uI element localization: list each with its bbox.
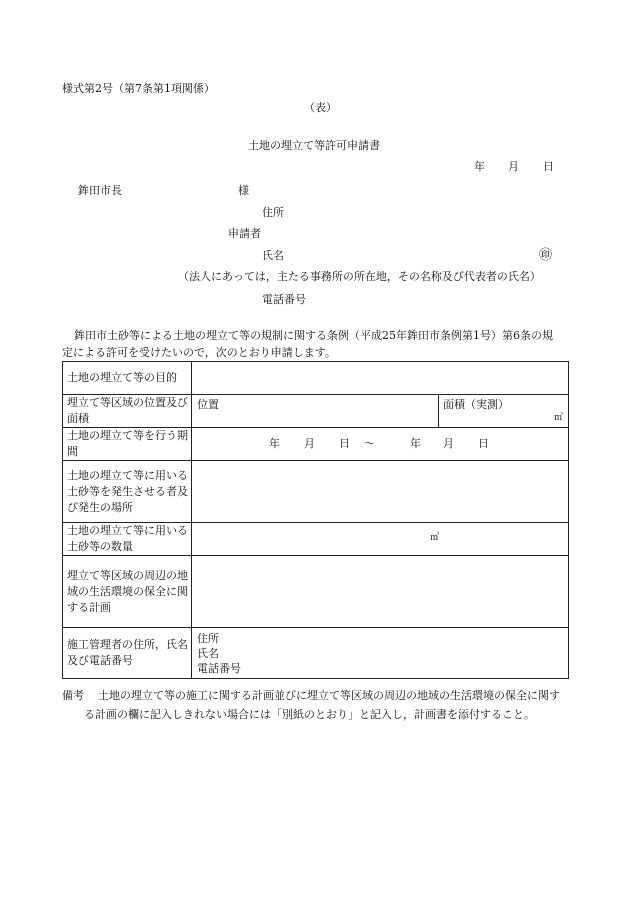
remarks-text: 土地の埋立て等の施工に関する計画並びに埋立て等区域の周辺の地域の生活環境の保全に関する計画の欄に記入しきれない場合には「別紙のとおり」と記入し，計画書を添付すること。	[84, 689, 560, 721]
manager-label: 施工管理者の住所，氏名及び電話番号	[63, 628, 192, 679]
remarks	[62, 686, 570, 724]
source-field[interactable]	[192, 461, 569, 523]
area-unit: ㎡	[553, 413, 563, 423]
addressee-name: 鉾田市長	[78, 184, 122, 197]
period-field[interactable]	[192, 428, 569, 461]
form-title: 土地の埋立て等許可申請書	[248, 139, 380, 152]
applicant-role-label: 申請者	[228, 227, 261, 240]
application-table	[62, 361, 569, 679]
period-month-2: 月	[443, 436, 454, 450]
table-row-manager	[63, 628, 569, 679]
remarks-heading: 備考	[62, 689, 84, 702]
period-month-1: 月	[304, 436, 315, 450]
corporate-note: （法人にあっては，主たる事務所の所在地，その名称及び代表者の氏名）	[178, 270, 541, 283]
manager-field[interactable]	[192, 628, 569, 679]
period-year-2: 年	[410, 436, 421, 450]
table-row-quantity	[63, 523, 569, 556]
form-number: 様式第2号（第7条第1項関係）	[62, 82, 215, 95]
table-row-source	[63, 461, 569, 523]
quantity-field[interactable]	[192, 523, 569, 556]
date-day: 日	[543, 160, 554, 173]
period-label: 土地の埋立て等を行う期間	[63, 428, 192, 461]
addressee-honorific: 様	[238, 184, 249, 197]
side-label: （表）	[304, 101, 337, 114]
period-year-1: 年	[269, 436, 280, 450]
table-row-environment	[63, 556, 569, 628]
environment-field[interactable]	[192, 556, 569, 628]
period-tilde: ～	[364, 436, 375, 450]
seal-mark: ㊞	[539, 248, 553, 263]
manager-address-label: 住所	[197, 631, 219, 645]
date-year: 年	[474, 160, 485, 173]
purpose-field[interactable]	[192, 362, 569, 395]
manager-phone-label: 電話番号	[197, 661, 241, 675]
purpose-label: 土地の埋立て等の目的	[63, 362, 192, 395]
location-area-divider	[438, 395, 439, 427]
table-row-location	[63, 395, 569, 428]
location-area-cell	[192, 395, 569, 428]
environment-label: 埋立て等区域の周辺の地域の生活環境の保全に関する計画	[63, 556, 192, 628]
date-month: 月	[508, 160, 519, 173]
period-day-2: 日	[478, 436, 489, 450]
quantity-label: 土地の埋立て等に用いる土砂等の数量	[63, 523, 192, 556]
location-label: 埋立て等区域の位置及び面積	[63, 395, 192, 428]
applicant-phone-label: 電話番号	[262, 293, 306, 306]
applicant-address-label: 住所	[262, 206, 284, 219]
period-day-1: 日	[339, 436, 350, 450]
manager-name-label: 氏名	[197, 646, 219, 660]
table-row-purpose	[63, 362, 569, 395]
source-label: 土地の埋立て等に用いる土砂等を発生させる者及び発生の場所	[63, 461, 192, 523]
applicant-name-label: 氏名	[262, 249, 284, 262]
intro-line-2: 定による許可を受けたいので，次のとおり申請します。	[62, 346, 336, 359]
area-sub-label: 面積（実測）	[443, 398, 509, 411]
table-row-period	[63, 428, 569, 461]
intro-line-1: 鉾田市土砂等による土地の埋立て等の規制に関する条例（平成25年鉾田市条例第1号）第6条の規	[74, 329, 553, 342]
quantity-unit: ㎥	[430, 532, 440, 543]
location-sub-label: 位置	[197, 398, 219, 411]
